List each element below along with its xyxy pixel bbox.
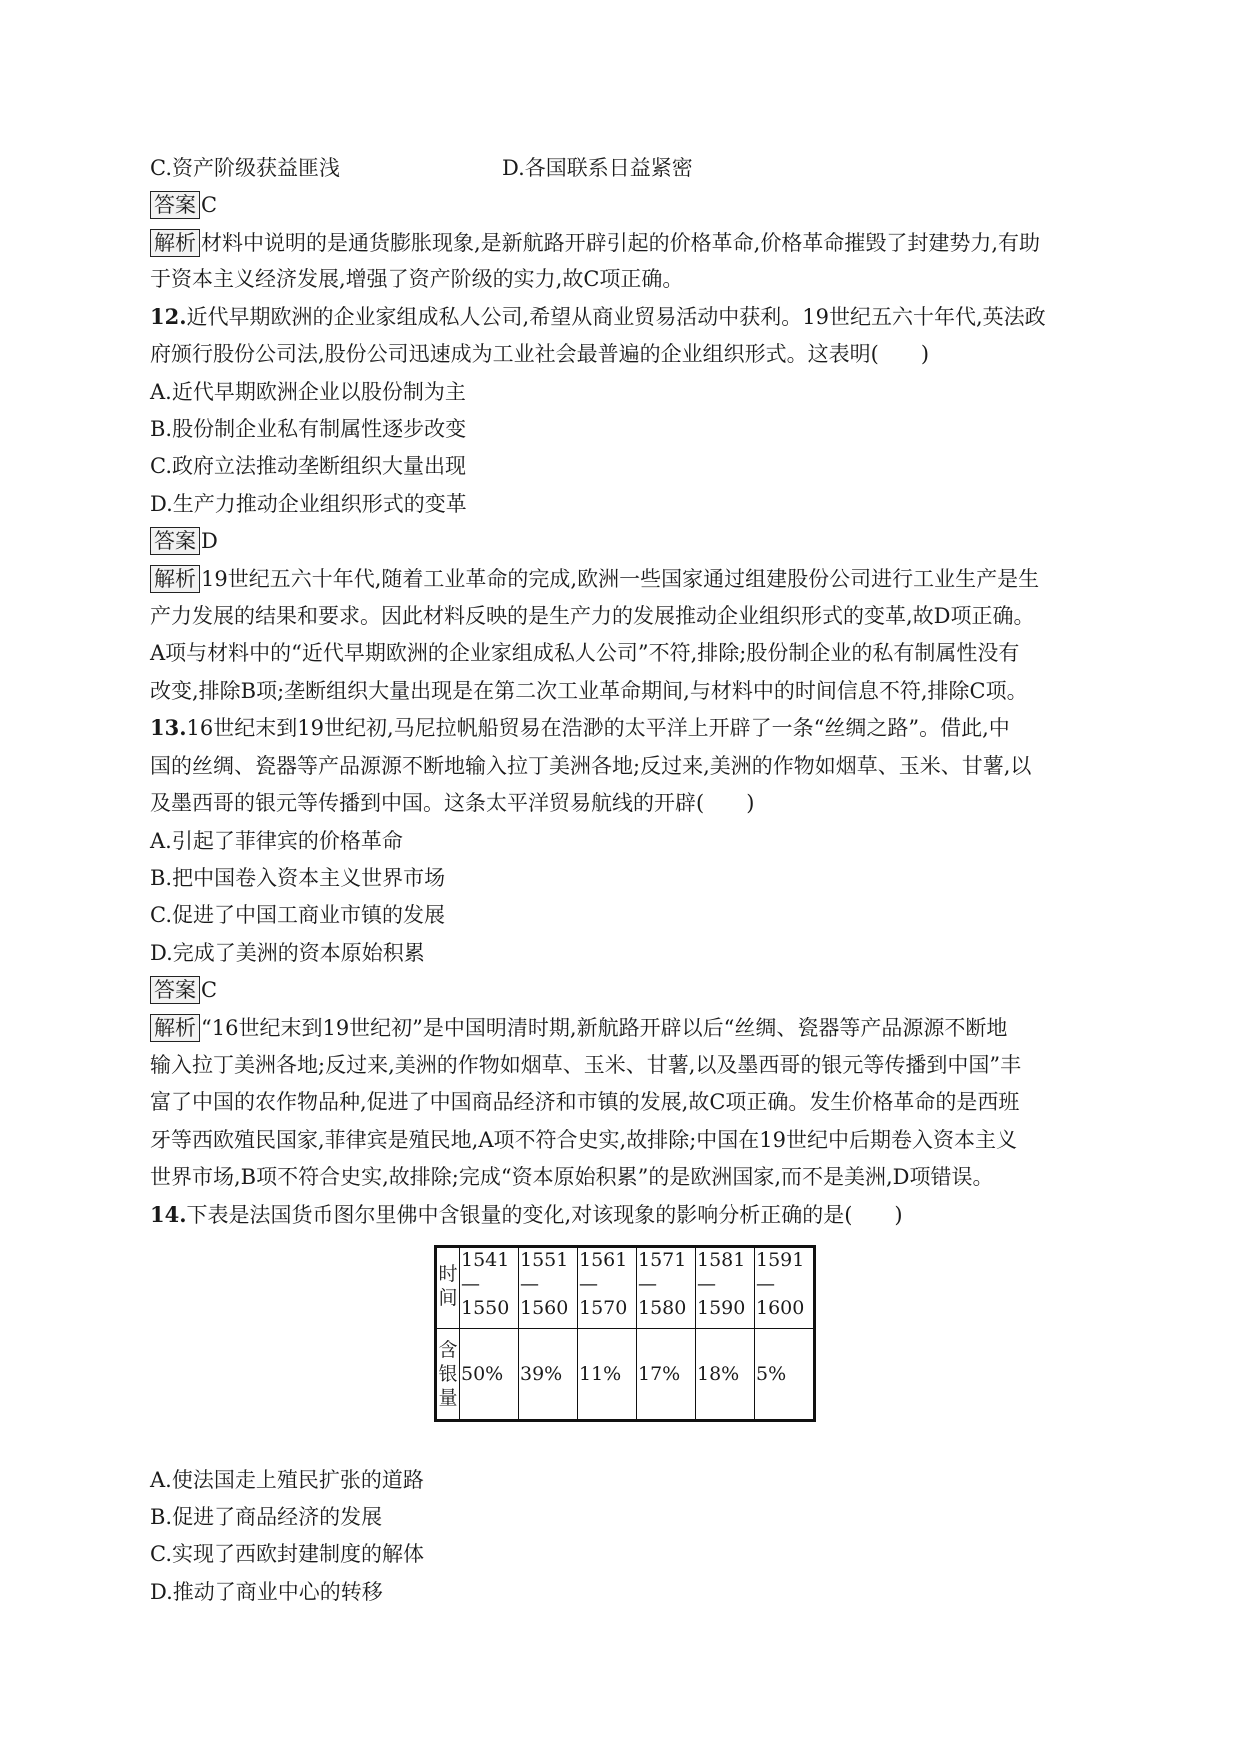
q12-stem-line-1 <box>150 302 1046 332</box>
q13-option-a: A.引起了菲律宾的价格革命 <box>150 829 403 853</box>
silver-content-table <box>434 1245 816 1422</box>
q13-stem-line-2: 国的丝绸、瓷器等产品源源不断地输入拉丁美洲各地;反过来,美洲的作物如烟草、玉米、甘薯,以 <box>150 754 1032 778</box>
table-cell-period: 1541 — 1550 <box>460 1247 519 1329</box>
q12-analysis-line-4: 改变,排除B项;垄断组织大量出现是在第二次工业革命期间,与材料中的时间信息不符,排除C项。 <box>150 679 1028 703</box>
q14-stem-line <box>150 1200 903 1230</box>
table-cell-period: 1571 — 1580 <box>637 1247 696 1329</box>
q12-stem-line-2: 府颁行股份公司法,股份公司迅速成为工业社会最普遍的企业组织形式。这表明( ) <box>150 342 930 366</box>
row-header-time: 时 间 <box>436 1247 460 1329</box>
q14-stem-text: 下表是法国货币图尔里佛中含银量的变化,对该现象的影响分析正确的是( ) <box>186 1203 903 1227</box>
answer-label: 答案 <box>150 527 200 555</box>
q13-stem-line-1 <box>150 713 1010 743</box>
q13-stem-line-3: 及墨西哥的银元等传播到中国。这条太平洋贸易航线的开辟( ) <box>150 791 755 815</box>
q13-answer: C <box>201 978 218 1002</box>
q14-number: 14. <box>150 1202 187 1227</box>
table-cell-period: 1561 — 1570 <box>578 1247 637 1329</box>
table-cell-value: 17% <box>637 1329 696 1421</box>
q13-analysis-line-3: 富了中国的农作物品种,促进了中国商品经济和市镇的发展,故C项正确。发生价格革命的是西班 <box>150 1090 1020 1114</box>
q11-answer-line <box>150 190 217 220</box>
q12-stem-text-1: 近代早期欧洲的企业家组成私人公司,希望从商业贸易活动中获利。19世纪五六十年代,英法政 <box>186 305 1046 329</box>
analysis-label: 解析 <box>150 1014 200 1042</box>
q12-analysis-text-1: 19世纪五六十年代,随着工业革命的完成,欧洲一些国家通过组建股份公司进行工业生产是生 <box>201 567 1040 591</box>
q12-option-d: D.生产力推动企业组织形式的变革 <box>150 492 467 516</box>
q13-option-d: D.完成了美洲的资本原始积累 <box>150 941 425 965</box>
q13-answer-line <box>150 975 217 1005</box>
row-header-silver: 含 银 量 <box>436 1329 460 1421</box>
table-cell-value: 50% <box>460 1329 519 1421</box>
answer-label: 答案 <box>150 191 200 219</box>
q12-option-c: C.政府立法推动垄断组织大量出现 <box>150 454 466 478</box>
q12-answer-line <box>150 526 218 556</box>
q14-option-c: C.实现了西欧封建制度的解体 <box>150 1542 424 1566</box>
answer-label: 答案 <box>150 976 200 1004</box>
analysis-label: 解析 <box>150 229 200 257</box>
table-row-period <box>436 1247 815 1329</box>
q14-option-a: A.使法国走上殖民扩张的道路 <box>150 1468 424 1492</box>
q13-analysis-line-1 <box>150 1013 1007 1043</box>
q13-number: 13. <box>150 715 187 740</box>
table-cell-period: 1591 — 1600 <box>755 1247 815 1329</box>
q14-option-b: B.促进了商品经济的发展 <box>150 1505 383 1529</box>
q11-analysis-line-1 <box>150 228 1040 258</box>
table-row-silver <box>436 1329 815 1421</box>
q12-number: 12. <box>150 304 187 329</box>
q12-option-b: B.股份制企业私有制属性逐步改变 <box>150 417 467 441</box>
q12-analysis-line-3: A项与材料中的“近代早期欧洲的企业家组成私人公司”不符,排除;股份制企业的私有制属性没有 <box>150 641 1020 665</box>
analysis-label: 解析 <box>150 565 200 593</box>
table-cell-period: 1551 — 1560 <box>519 1247 578 1329</box>
table-cell-period: 1581 — 1590 <box>696 1247 755 1329</box>
q11-answer: C <box>201 193 218 217</box>
q11-analysis-line-2: 于资本主义经济发展,增强了资产阶级的实力,故C项正确。 <box>150 267 684 291</box>
q14-option-d: D.推动了商业中心的转移 <box>150 1580 383 1604</box>
q11-option-d: D.各国联系日益紧密 <box>502 156 693 180</box>
q13-stem-text-1: 16世纪末到19世纪初,马尼拉帆船贸易在浩渺的太平洋上开辟了一条“丝绸之路”。借此,中 <box>186 716 1010 740</box>
q11-option-c: C.资产阶级获益匪浅 <box>150 156 340 180</box>
q13-option-b: B.把中国卷入资本主义世界市场 <box>150 866 446 890</box>
q12-option-a: A.近代早期欧洲企业以股份制为主 <box>150 380 466 404</box>
table-cell-value: 39% <box>519 1329 578 1421</box>
q13-analysis-line-2: 输入拉丁美洲各地;反过来,美洲的作物如烟草、玉米、甘薯,以及墨西哥的银元等传播到中国”丰 <box>150 1053 1022 1077</box>
q13-analysis-line-5: 世界市场,B项不符合史实,故排除;完成“资本原始积累”的是欧洲国家,而不是美洲,D项错误。 <box>150 1165 994 1189</box>
q12-answer: D <box>201 529 218 553</box>
table-cell-value: 11% <box>578 1329 637 1421</box>
q12-analysis-line-1 <box>150 564 1039 594</box>
q12-analysis-line-2: 产力发展的结果和要求。因此材料反映的是生产力的发展推动企业组织形式的变革,故D项正确。 <box>150 604 1035 628</box>
table-cell-value: 18% <box>696 1329 755 1421</box>
q11-analysis-text-1: 材料中说明的是通货膨胀现象,是新航路开辟引起的价格革命,价格革命摧毁了封建势力,有助 <box>201 231 1041 255</box>
q13-option-c: C.促进了中国工商业市镇的发展 <box>150 903 445 927</box>
q13-analysis-text-1: “16世纪末到19世纪初”是中国明清时期,新航路开辟以后“丝绸、瓷器等产品源源不断地 <box>201 1016 1008 1040</box>
q13-analysis-line-4: 牙等西欧殖民国家,菲律宾是殖民地,A项不符合史实,故排除;中国在19世纪中后期卷入资本主义 <box>150 1128 1017 1152</box>
table-cell-value: 5% <box>755 1329 815 1421</box>
